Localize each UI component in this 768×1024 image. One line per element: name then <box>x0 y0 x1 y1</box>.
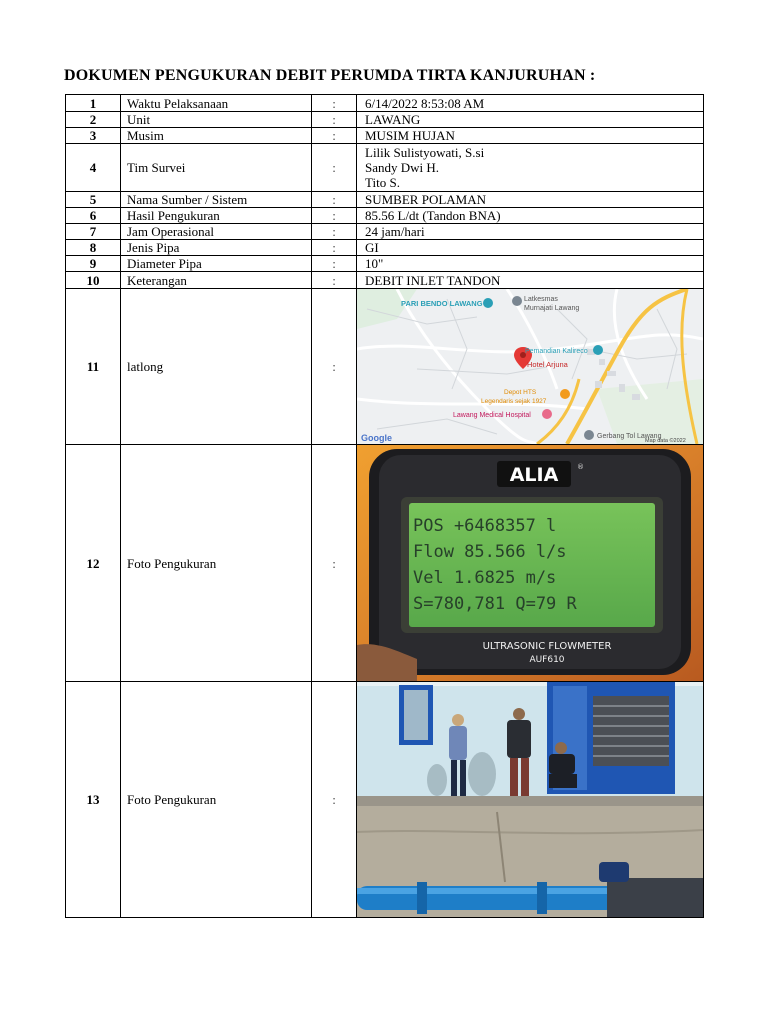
row-number: 2 <box>66 112 121 128</box>
map-label: PARI BENDO LAWANG <box>401 299 483 308</box>
table-row <box>66 240 704 256</box>
row-value: 85.56 L/dt (Tandon BNA) <box>357 208 704 224</box>
lcd-line-velocity: Vel 1.6825 m/s <box>413 568 557 588</box>
row-number: 4 <box>66 144 121 192</box>
photo-cell <box>357 682 704 918</box>
row-number: 5 <box>66 192 121 208</box>
row-value: GI <box>357 240 704 256</box>
poi-marker <box>560 389 570 399</box>
lcd-line-pos: POS +6468357 l <box>413 516 557 536</box>
map-label: Pemandian Kalireco <box>525 348 588 355</box>
row-label: Keterangan <box>121 272 312 289</box>
row-number: 12 <box>66 445 121 682</box>
map-attribution: Map data ©2022 <box>645 438 686 444</box>
map-label: Legendaris sejak 1927 <box>481 398 547 405</box>
model-number: AUF610 <box>529 655 565 665</box>
row-value-team <box>357 144 704 192</box>
table-row <box>66 272 704 289</box>
row-value: 10" <box>357 256 704 272</box>
table-row <box>66 289 704 445</box>
row-separator: : <box>312 445 357 682</box>
row-separator: : <box>312 256 357 272</box>
map-label: Hotel Arjuna <box>527 360 568 369</box>
google-logo: Google <box>361 433 392 443</box>
map-label: Latkesmas <box>524 296 558 303</box>
row-number: 1 <box>66 95 121 112</box>
row-value: SUMBER POLAMAN <box>357 192 704 208</box>
model-label: ULTRASONIC FLOWMETER <box>482 641 612 652</box>
row-label: Unit <box>121 112 312 128</box>
row-separator: : <box>312 95 357 112</box>
table-row <box>66 112 704 128</box>
row-value: 6/14/2022 8:53:08 AM <box>357 95 704 112</box>
row-separator: : <box>312 128 357 144</box>
poi-marker <box>593 345 603 355</box>
brand-logo: ALIA <box>509 464 559 486</box>
registered-mark: ® <box>577 463 584 471</box>
row-separator: : <box>312 112 357 128</box>
document-title: DOKUMEN PENGUKURAN DEBIT PERUMDA TIRTA KANJURUHAN : <box>64 67 596 84</box>
lcd-line-flow: Flow 85.566 l/s <box>413 542 567 562</box>
poi-marker <box>483 298 493 308</box>
row-number: 7 <box>66 224 121 240</box>
table-row <box>66 192 704 208</box>
row-number: 10 <box>66 272 121 289</box>
lcd-line-signal: S=780,781 Q=79 R <box>413 594 577 614</box>
row-number: 3 <box>66 128 121 144</box>
table-row <box>66 682 704 918</box>
row-separator: : <box>312 289 357 445</box>
table-row <box>66 224 704 240</box>
row-separator: : <box>312 682 357 918</box>
table-row <box>66 95 704 112</box>
row-label: Jenis Pipa <box>121 240 312 256</box>
team-member: Lilik Sulistyowati, S.si <box>365 145 485 160</box>
poi-marker <box>584 430 594 440</box>
map-label: Depot HTS <box>504 389 537 396</box>
location-map <box>357 289 703 444</box>
row-value: MUSIM HUJAN <box>357 128 704 144</box>
photo-cell <box>357 445 704 682</box>
row-label: Nama Sumber / Sistem <box>121 192 312 208</box>
map-label: Lawang Medical Hospital <box>453 412 531 419</box>
measurement-table <box>65 94 704 918</box>
row-number: 11 <box>66 289 121 445</box>
team-member: Sandy Dwi H. <box>365 160 440 175</box>
table-row <box>66 208 704 224</box>
row-label: Tim Survei <box>121 144 312 192</box>
row-separator: : <box>312 272 357 289</box>
flowmeter-photo <box>357 445 703 681</box>
row-number: 9 <box>66 256 121 272</box>
team-member: Tito S. <box>365 175 400 190</box>
poi-marker <box>512 296 522 306</box>
row-number: 13 <box>66 682 121 918</box>
row-number: 6 <box>66 208 121 224</box>
table-row <box>66 256 704 272</box>
row-value: 24 jam/hari <box>357 224 704 240</box>
row-label: Hasil Pengukuran <box>121 208 312 224</box>
field-photo <box>357 682 703 917</box>
map-cell <box>357 289 704 445</box>
row-value: LAWANG <box>357 112 704 128</box>
row-separator: : <box>312 224 357 240</box>
table-row <box>66 445 704 682</box>
row-label: Foto Pengukuran <box>121 682 312 918</box>
row-separator: : <box>312 144 357 192</box>
row-label: Musim <box>121 128 312 144</box>
row-label: latlong <box>121 289 312 445</box>
row-label: Diameter Pipa <box>121 256 312 272</box>
row-number: 8 <box>66 240 121 256</box>
poi-marker <box>542 409 552 419</box>
map-label: Gerbang Tol Lawang <box>597 433 662 440</box>
map-label: Murnajati Lawang <box>524 305 580 312</box>
row-label: Foto Pengukuran <box>121 445 312 682</box>
row-separator: : <box>312 192 357 208</box>
row-value: DEBIT INLET TANDON <box>357 272 704 289</box>
row-label: Waktu Pelaksanaan <box>121 95 312 112</box>
row-separator: : <box>312 208 357 224</box>
table-row <box>66 144 704 192</box>
row-label: Jam Operasional <box>121 224 312 240</box>
table-row <box>66 128 704 144</box>
row-separator: : <box>312 240 357 256</box>
